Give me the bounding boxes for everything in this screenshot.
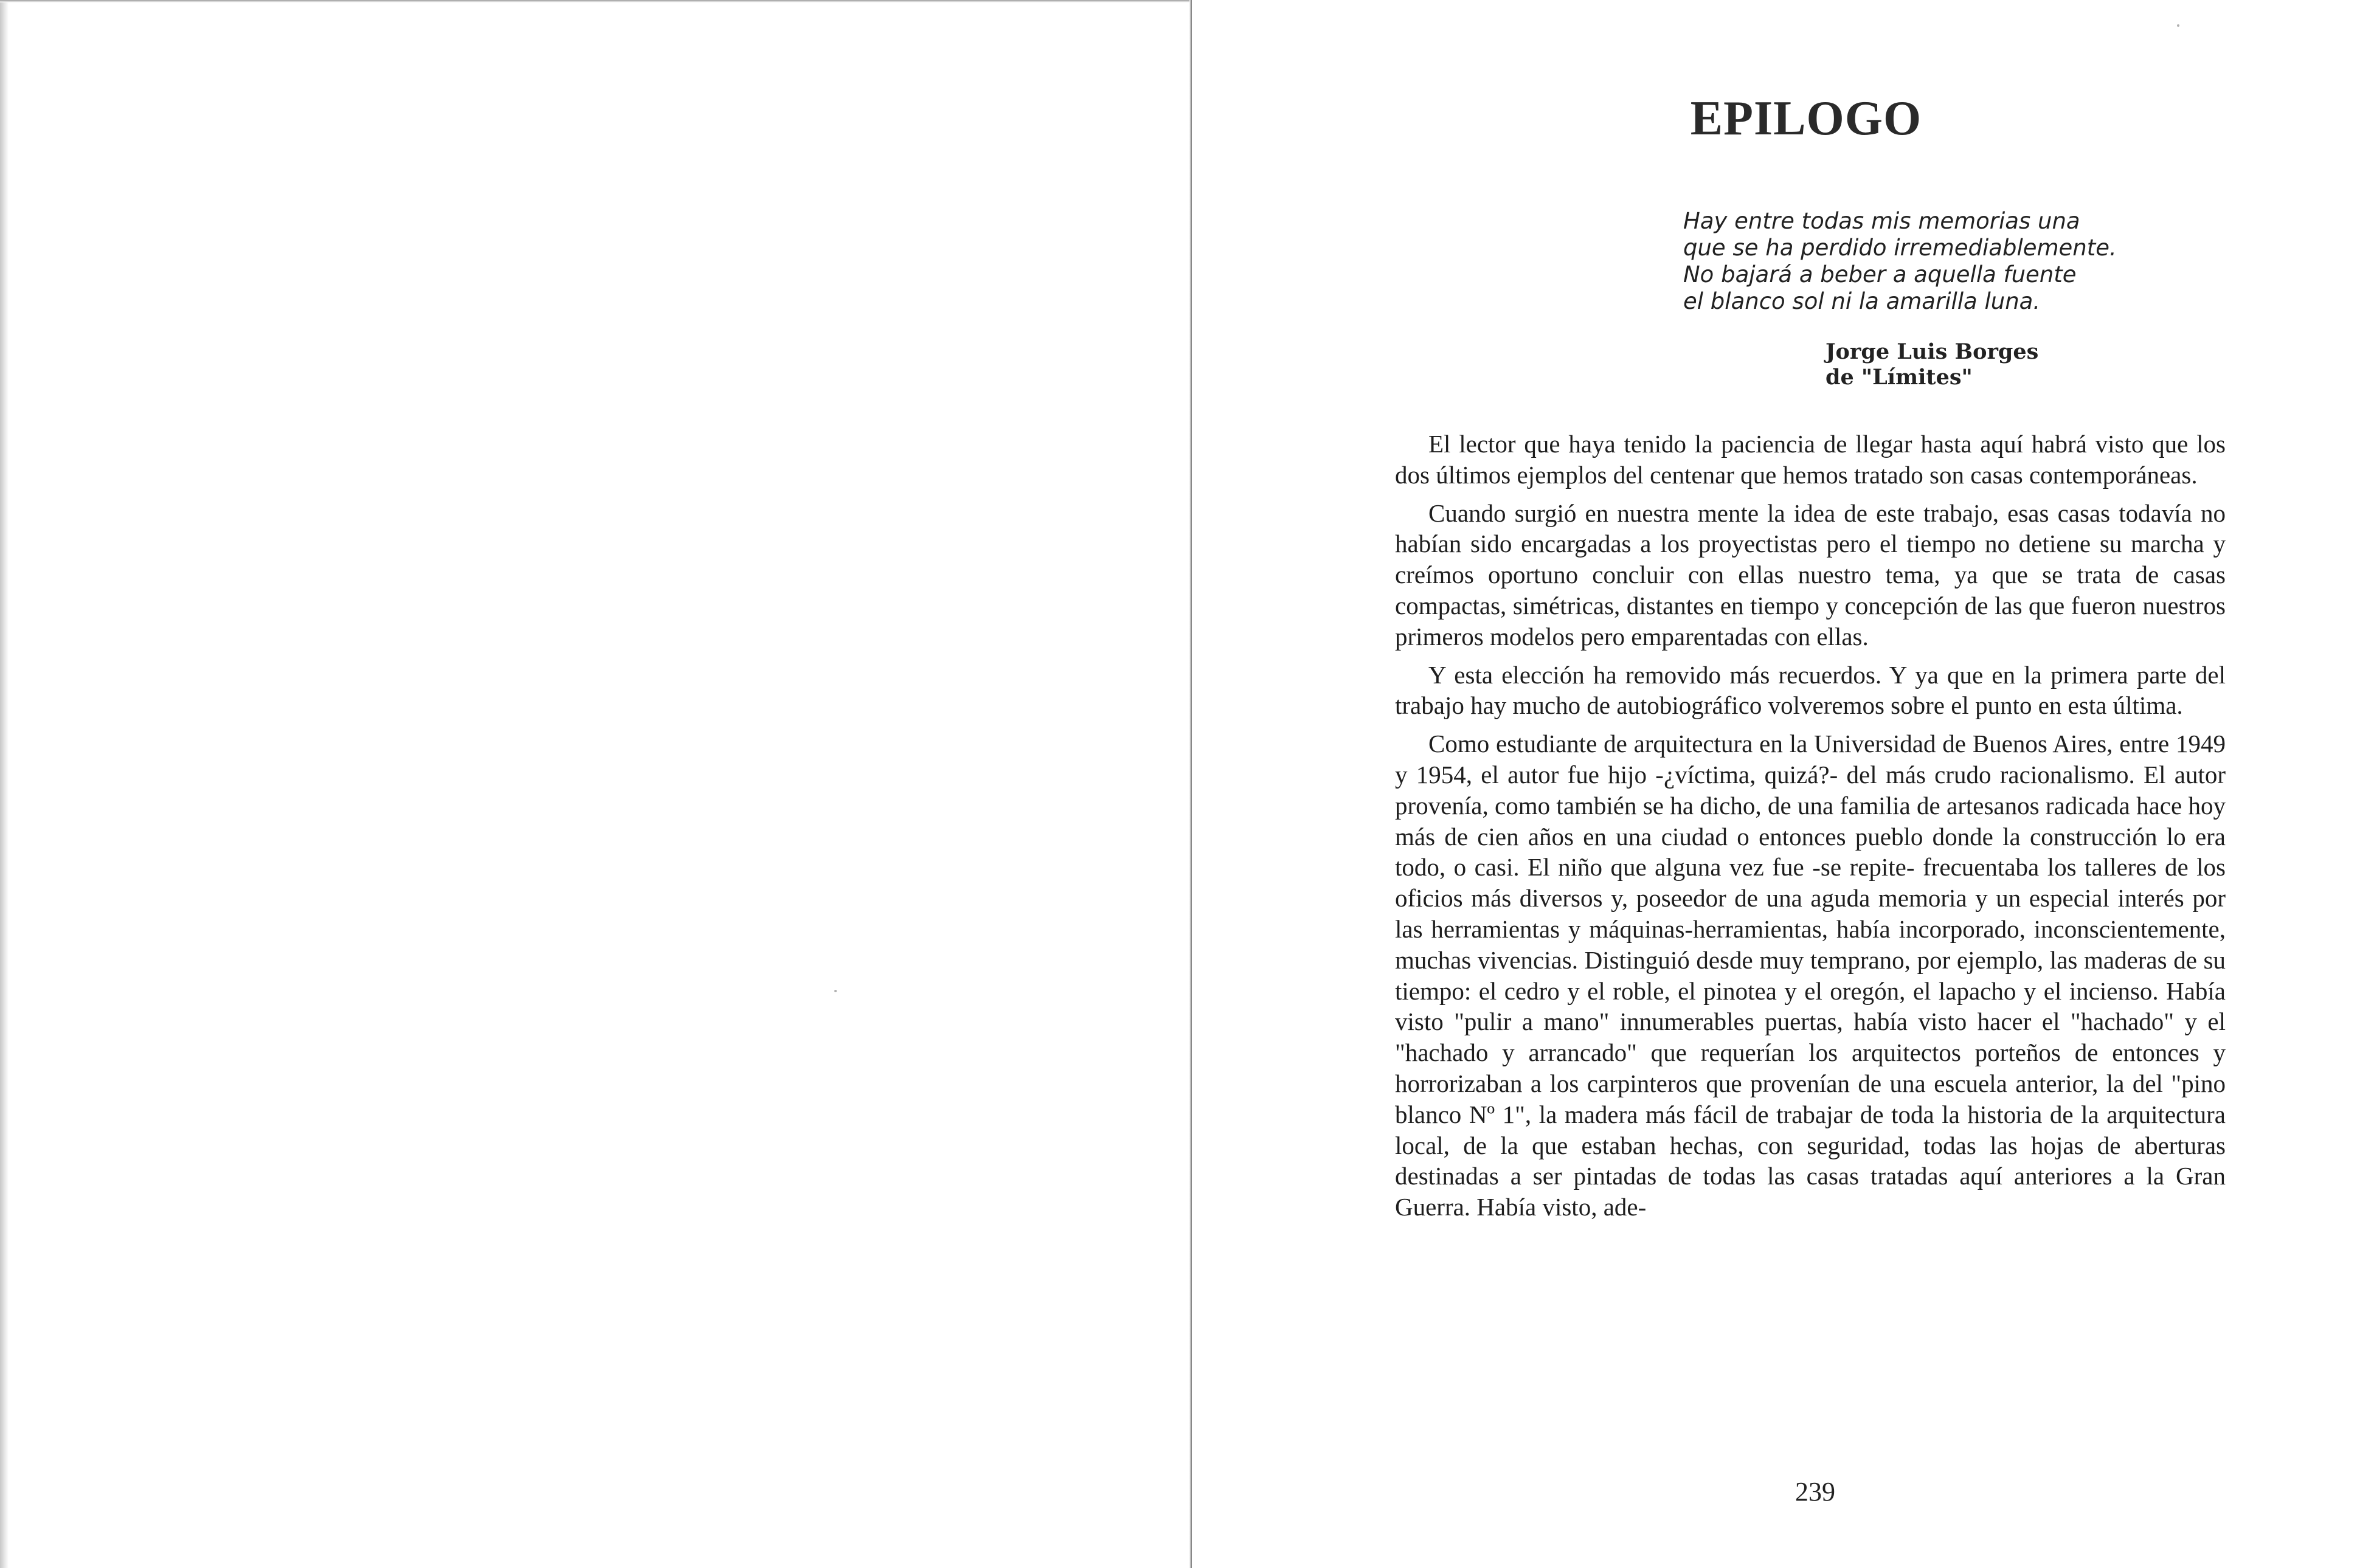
epigraph-line: Hay entre todas mis memorias una (1683, 208, 2080, 234)
attribution-source: de "Límites" (1825, 365, 1973, 390)
page-number: 239 (1795, 1477, 1835, 1507)
chapter-title: EPILOGO (1690, 92, 1922, 145)
scan-speck (2177, 24, 2179, 27)
epigraph-line: que se ha perdido irremediablemente. (1683, 235, 2117, 261)
paragraph: El lector que haya tenido la paciencia de llegar hasta aquí habrá visto que los dos últimos ejemplos del centenar que hemos tratado son casas contemporáneas. (1395, 430, 2226, 489)
attribution-author: Jorge Luis Borges (1825, 339, 2039, 364)
paragraph: Como estudiante de arquitectura en la Universidad de Buenos Aires, entre 1949 y 1954, el autor fue hijo -¿víctima, quizá?- del más crudo racionalismo. El autor provenía, como también se ha dicho, de una familia de artesanos radicada hace hoy más de cien años en una ciudad o entonces pueblo donde la construcción lo era todo, o casi. El niño que alguna vez fue -se repite- frecuentaba los talleres de los oficios más diversos y, poseedor de una aguda memoria y un especial interés por las herramientas y máquinas-herramientas, había incorporado, inconscientemente, muchas vivencias. Distinguió desde muy temprano, por ejemplo, las maderas de su tiempo: el cedro y el roble, el pinotea y el oregón, el lapacho y el incienso. Había visto "pulir a mano" innumerables puertas, había visto hacer el "hachado" y el "hachado y arrancado" que requerían los arquitectos porteños de entonces y horrorizaban a los carpinteros que provenían de una escuela anterior, la del "pino blanco Nº 1", la madera más fácil de trabajar de toda la historia de la arquitectura local, de la que estaban hechas, con seguridad, todas las hojas de aberturas destinadas a ser pintadas de todas las casas tratadas aquí anteriores a la Gran Guerra. Había visto, ade- (1395, 730, 2226, 1221)
left-page-edge-shadow (0, 0, 9, 1568)
paragraph: Y esta elección ha removido más recuerdos. Y ya que en la primera parte del trabajo hay mucho de autobiográfico volveremos sobre el punto en esta última. (1395, 660, 2226, 720)
epigraph-attribution (1825, 339, 2038, 390)
epigraph-line: No bajará a beber a aquella fuente (1683, 261, 2077, 288)
epigraph-line: el blanco sol ni la amarilla luna. (1683, 288, 2041, 314)
paragraph: Cuando surgió en nuestra mente la idea de este trabajo, esas casas todavía no habían sido encargadas a los proyectistas pero el tiempo no detiene su marcha y creímos oportuno concluir con ellas nuestro tema, ya que se trata de casas compactas, simétricas, distantes en tiempo y concepción de las que fueron nuestros primeros modelos pero emparentadas con ellas. (1395, 499, 2226, 651)
body-text (1395, 429, 2226, 1230)
scan-speck (834, 990, 837, 992)
epigraph (1683, 208, 2206, 315)
